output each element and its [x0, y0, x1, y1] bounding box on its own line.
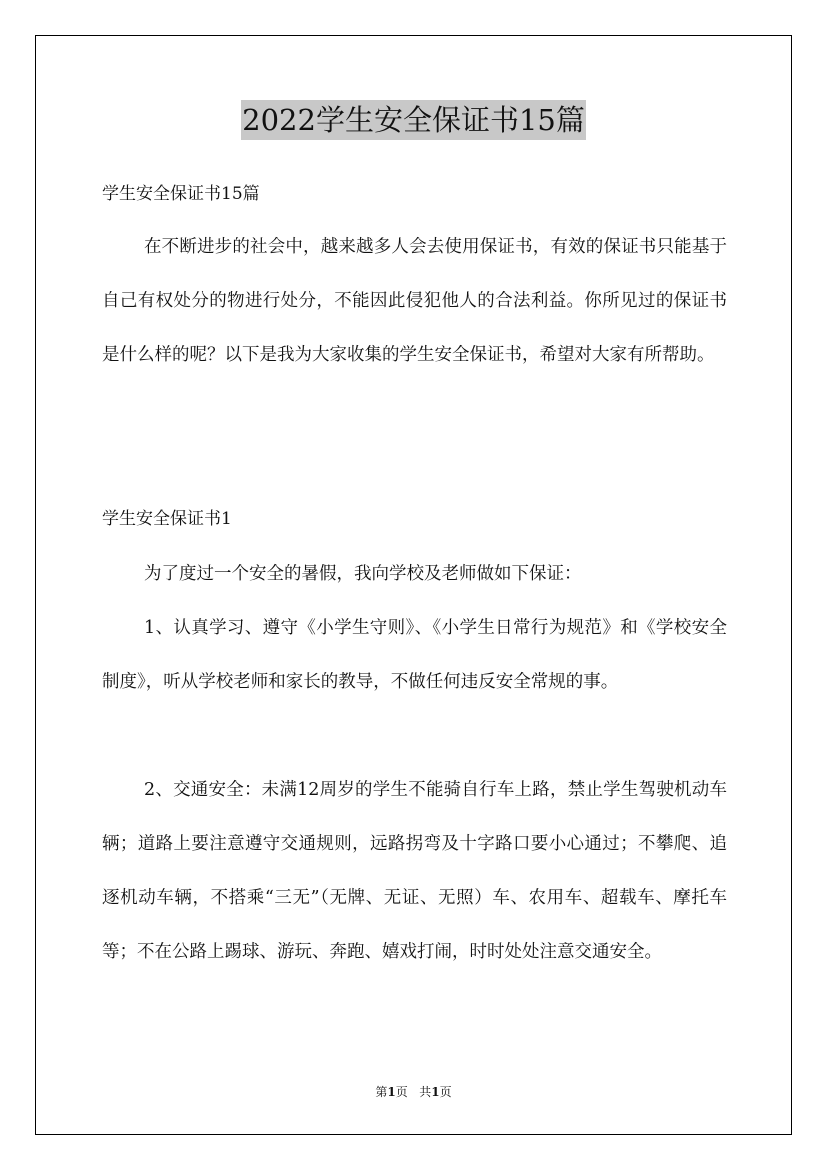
- footer-mid: 页 共: [395, 1085, 432, 1099]
- document-title: 2022学生安全保证书15篇: [241, 100, 586, 140]
- title-container: [0, 100, 827, 140]
- section-heading: 学生安全保证书1: [102, 509, 232, 529]
- body-paragraph-1: 为了度过一个安全的暑假，我向学校及老师做如下保证：: [144, 564, 582, 584]
- footer-page-total: 1: [431, 1085, 440, 1099]
- footer-prefix: 第: [375, 1085, 388, 1099]
- document-subtitle: 学生安全保证书15篇: [102, 184, 260, 204]
- footer-suffix: 页: [439, 1085, 452, 1099]
- body-paragraph-3: 2、交通安全：未满12周岁的学生不能骑自行车上路，禁止学生驾驶机动车辆；道路上要注意遵守交通规则，远路拐弯及十字路口要小心通过；不攀爬、追逐机动车辆，不搭乘“三无”（无牌、无证、无照）车、农用车、超载车、摩托车等；不在公路上踢球、游玩、奔跑、嬉戏打闹，时时处处注意交通安全。: [102, 780, 727, 962]
- page-footer: [0, 1083, 827, 1101]
- intro-paragraph: 在不断进步的社会中，越来越多人会去使用保证书，有效的保证书只能基于自己有权处分的物进行处分，不能因此侵犯他人的合法利益。你所见过的保证书是什么样的呢？以下是我为大家收集的学生安全保证书，希望对大家有所帮助。: [102, 237, 727, 365]
- body-paragraph-2: 1、认真学习、遵守《小学生守则》、《小学生日常行为规范》和《学校安全制度》，听从学校老师和家长的教导，不做任何违反安全常规的事。: [102, 618, 727, 692]
- footer-page-current: 1: [387, 1085, 396, 1099]
